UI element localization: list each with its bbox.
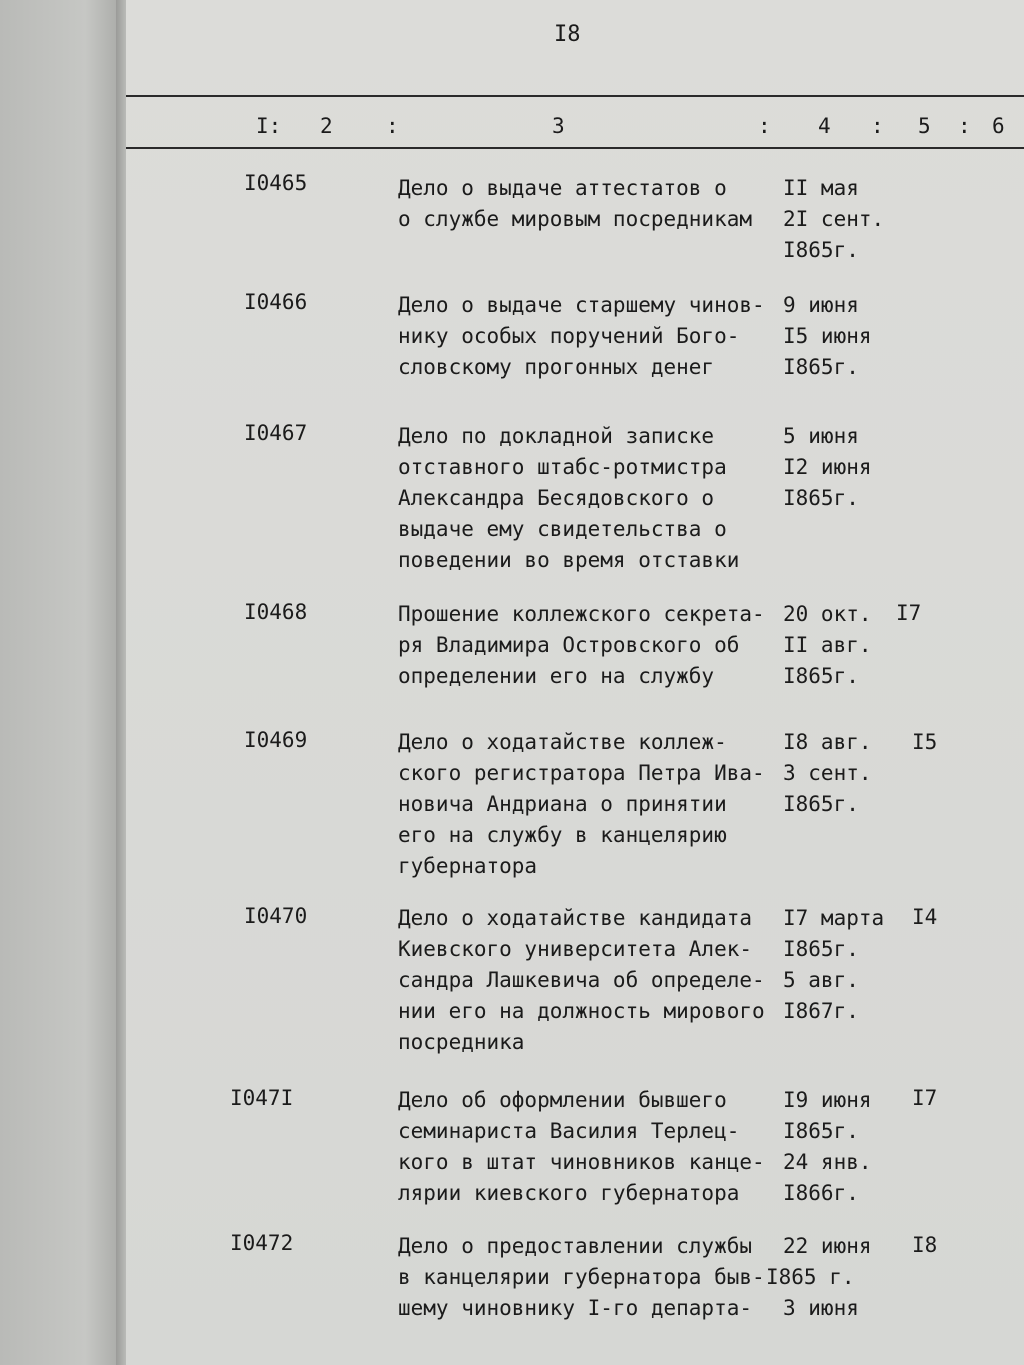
entry-title-line: новича Андриана о принятии xyxy=(398,792,727,816)
entry-date-line: I865г. xyxy=(783,1119,859,1143)
col-head-2: 2 xyxy=(320,114,333,138)
entry-date-line: 5 июня xyxy=(783,424,859,448)
page-number: I8 xyxy=(554,22,581,47)
entry-date-line: I9 июня xyxy=(783,1088,872,1112)
entry-date-line: I865г. xyxy=(783,238,859,262)
entry-title-line: Дело о выдаче аттестатов о xyxy=(398,176,727,200)
entry-title-line: Киевского университета Алек- xyxy=(398,937,753,961)
entry-title-line: в канцелярии губернатора быв- xyxy=(398,1265,765,1289)
entry-date-line: I5 июня xyxy=(783,324,872,348)
entry-title-line: Дело о предоставлении службы xyxy=(398,1234,753,1258)
entry-title-line: словскому прогонных денег xyxy=(398,355,715,379)
entry-date-line: I7 марта xyxy=(783,906,885,930)
entry-title-line: ского регистратора Петра Ива- xyxy=(398,761,765,785)
entry-date-line: I8 авг. xyxy=(783,730,872,754)
entry-title-line: Дело о ходатайстве кандидата xyxy=(398,906,753,930)
header-top-rule xyxy=(126,95,1024,97)
col-sep-4: : xyxy=(958,114,971,138)
entry-date-line: I865г. xyxy=(783,937,859,961)
entry-title-line: о службе мировым посредникам xyxy=(398,207,753,231)
entry-sheet-count: I7 xyxy=(896,601,922,625)
entry-title-line: его на службу в канцелярию xyxy=(398,823,727,847)
col-head-6: 6 xyxy=(992,114,1005,138)
entry-title-line: нии его на должность мирового xyxy=(398,999,765,1023)
entry-sheet-count: I4 xyxy=(912,905,938,929)
col-head-3: 3 xyxy=(552,114,565,138)
entry-date-line: I2 июня xyxy=(783,455,872,479)
entry-date-line: I865г. xyxy=(783,355,859,379)
entry-title-line: Дело по докладной записке xyxy=(398,424,715,448)
entry-number: I0469 xyxy=(244,728,308,752)
entry-date-line: 2I сент. xyxy=(783,207,885,231)
col-head-1: I: xyxy=(256,114,282,138)
entry-title-line: кого в штат чиновников канце- xyxy=(398,1150,765,1174)
col-head-5: 5 xyxy=(918,114,931,138)
entry-date-line: II мая xyxy=(783,176,859,200)
entry-date-line: I865г. xyxy=(783,664,859,688)
entry-number: I0472 xyxy=(230,1231,294,1255)
entry-title-line: лярии киевского губернатора xyxy=(398,1181,740,1205)
entry-title-line: семинариста Василия Терлец- xyxy=(398,1119,740,1143)
entry-date-line: I866г. xyxy=(783,1181,859,1205)
entry-title-line: посредника xyxy=(398,1030,525,1054)
col-head-4: 4 xyxy=(818,114,831,138)
entry-date-line: 3 июня xyxy=(783,1296,859,1320)
entry-title-line: ря Владимира Островского об xyxy=(398,633,740,657)
entry-number: I047I xyxy=(230,1086,294,1110)
entry-date-line: 24 янв. xyxy=(783,1150,872,1174)
entry-title-line: Дело о ходатайстве коллеж- xyxy=(398,730,727,754)
entry-title-line: определении его на службу xyxy=(398,664,715,688)
entry-date-line: 3 сент. xyxy=(783,761,872,785)
entry-title-line: поведении во время отставки xyxy=(398,548,740,572)
entry-date-line: I865 г. xyxy=(766,1265,855,1289)
entry-date-line: 5 авг. xyxy=(783,968,859,992)
entry-title-line: Дело о выдаче старшему чинов- xyxy=(398,293,765,317)
entry-date-line: 20 окт. xyxy=(783,602,872,626)
entry-title-line: шему чиновнику I-го департа- xyxy=(398,1296,753,1320)
col-sep-2: : xyxy=(758,114,771,138)
entry-title-line: Александра Бесядовского о xyxy=(398,486,715,510)
entry-date-line: 9 июня xyxy=(783,293,859,317)
entry-date-line: I865г. xyxy=(783,792,859,816)
document-page xyxy=(126,0,1024,1365)
entry-sheet-count: I8 xyxy=(912,1233,938,1257)
entry-sheet-count: I5 xyxy=(912,730,938,754)
entry-title-line: Дело об оформлении бывшего xyxy=(398,1088,727,1112)
entry-title-line: Прошение коллежского секрета- xyxy=(398,602,765,626)
entry-date-line: I867г. xyxy=(783,999,859,1023)
entry-number: I0470 xyxy=(244,904,308,928)
entry-title-line: нику особых поручений Бого- xyxy=(398,324,740,348)
entry-sheet-count: I7 xyxy=(912,1086,938,1110)
entry-title-line: сандра Лашкевича об определе- xyxy=(398,968,765,992)
entry-number: I0466 xyxy=(244,290,308,314)
entry-title-line: губернатора xyxy=(398,854,538,878)
entry-date-line: 22 июня xyxy=(783,1234,872,1258)
col-sep-3: : xyxy=(871,114,884,138)
header-bottom-rule xyxy=(126,147,1024,149)
entry-title-line: отставного штабс-ротмистра xyxy=(398,455,727,479)
entry-date-line: II авг. xyxy=(783,633,872,657)
col-sep-1: : xyxy=(386,114,399,138)
facing-page xyxy=(0,0,122,1365)
entry-title-line: выдаче ему свидетельства о xyxy=(398,517,727,541)
entry-number: I0468 xyxy=(244,600,308,624)
entry-date-line: I865г. xyxy=(783,486,859,510)
entry-number: I0465 xyxy=(244,171,308,195)
entry-number: I0467 xyxy=(244,421,308,445)
